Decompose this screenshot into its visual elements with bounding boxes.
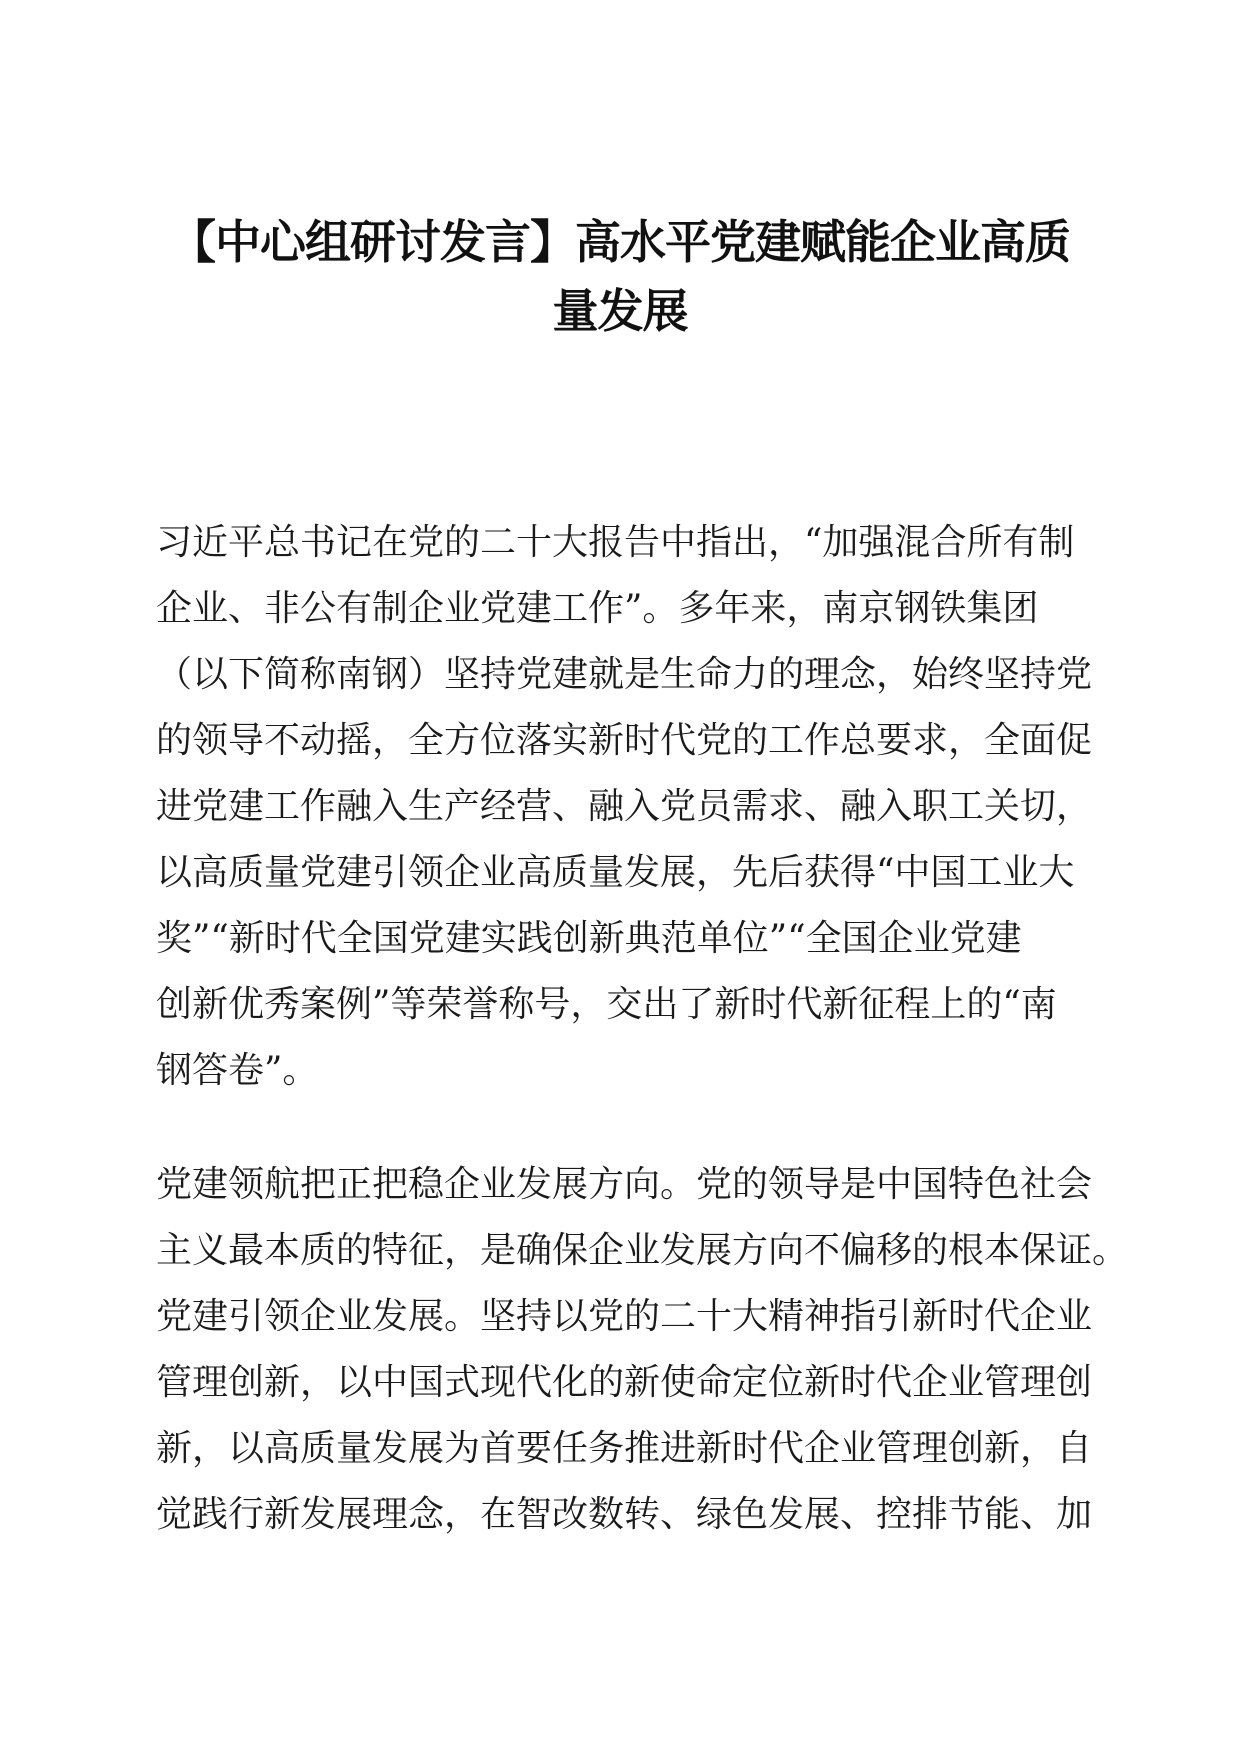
paragraph-line: 觉践行新发展理念，在智改数转、绿色发展、控排节能、加 (156, 1494, 1093, 1535)
paragraph-line: 企业、非公有制企业党建工作”。多年来，南京钢铁集团 (156, 588, 1039, 629)
paragraph-line: 钢答卷”。 (156, 1050, 319, 1091)
paragraph-line: （以下简称南钢）坚持党建就是生命力的理念，始终坚持党 (156, 654, 1093, 695)
paragraph-line: 主义最本质的特征，是确保企业发展方向不偏移的根本保证。 (156, 1230, 1129, 1271)
paragraph-line: 创新优秀案例”等荣誉称号，交出了新时代新征程上的“南 (156, 984, 1057, 1025)
paragraph-line: 党建领航把正把稳企业发展方向。党的领导是中国特色社会 (156, 1164, 1093, 1205)
paragraph-line: 习近平总书记在党的二十大报告中指出，“加强混合所有制 (156, 522, 1075, 563)
body-paragraph (156, 1152, 1129, 1548)
paragraph-line: 的领导不动摇，全方位落实新时代党的工作总要求，全面促 (156, 720, 1093, 761)
paragraph-line: 管理创新，以中国式现代化的新使命定位新时代企业管理创 (156, 1362, 1093, 1403)
paragraph-line: 新，以高质量发展为首要任务推进新时代企业管理创新，自 (156, 1428, 1093, 1469)
title-line: 【中心组研讨发言】高水平党建赋能企业高质 (170, 215, 1070, 269)
paragraph-line: 以高质量党建引领企业高质量发展，先后获得“中国工业大 (156, 852, 1075, 893)
document-title (150, 208, 1090, 346)
title-line: 量发展 (552, 284, 688, 338)
paragraph-line: 党建引领企业发展。坚持以党的二十大精神指引新时代企业 (156, 1296, 1093, 1337)
paragraph-line: 进党建工作融入生产经营、融入党员需求、融入职工关切， (156, 786, 1093, 827)
paragraph-line: 奖”“新时代全国党建实践创新典范单位”“全国企业党建 (156, 918, 1022, 959)
body-paragraph (156, 510, 1096, 1104)
